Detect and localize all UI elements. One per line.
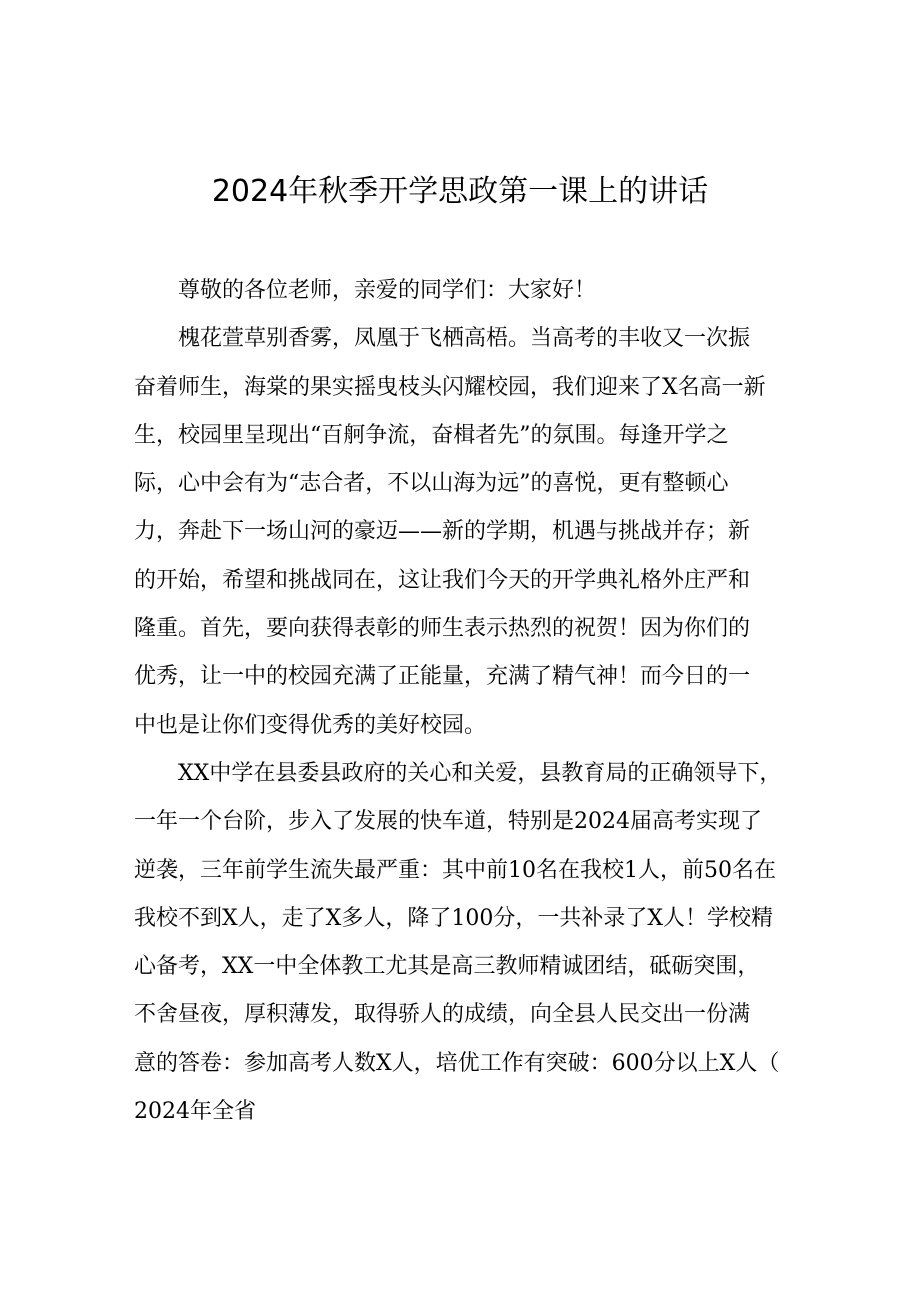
text-line: 一年一个台阶，步入了发展的快车道，特别是2024届高考实现了 xyxy=(134,809,762,835)
text-line: 优秀，让一中的校园充满了正能量，充满了精气神！而今日的一 xyxy=(134,664,751,690)
text-line: 心备考，XX一中全体教工尤其是高三教师精诚团结，砥砺突围， xyxy=(134,954,760,980)
text-line: 意的答卷：参加高考人数X人，培优工作有突破：600分以上X人（ xyxy=(134,1050,780,1076)
text-line: 际，心中会有为“志合者，不以山海为远”的喜悦，更有整顿心 xyxy=(134,471,729,497)
text-line: 不舍昼夜，厚积薄发，取得骄人的成绩，向全县人民交出一份满 xyxy=(134,1002,751,1028)
text-line: 的开始，希望和挑战同在，这让我们今天的开学典礼格外庄严和 xyxy=(134,567,751,593)
text-line: 2024年全省 xyxy=(134,1099,256,1125)
text-line: 尊敬的各位老师，亲爱的同学们：大家好！ xyxy=(178,278,597,303)
text-line: 力，奔赴下一场山河的豪迈——新的学期，机遇与挑战并存；新 xyxy=(134,519,751,545)
text-line: 我校不到X人，走了X多人，降了100分，一共补录了X人！学校精 xyxy=(134,905,773,931)
text-line: 槐花萱草别香雾，凤凰于飞栖高梧。当高考的丰收又一次振 xyxy=(178,326,751,352)
text-line: XX中学在县委县政府的关心和关爱，县教育局的正确领导下， xyxy=(178,760,782,786)
text-line: 逆袭，三年前学生流失最严重：其中前10名在我校1人，前50名在 xyxy=(134,857,776,883)
text-line: 中也是让你们变得优秀的美好校园。 xyxy=(134,712,487,738)
page-title: 2024年秋季开学思政第一课上的讲话 xyxy=(211,174,709,209)
text-line: 隆重。首先，要向获得表彰的师生表示热烈的祝贺！因为你们的 xyxy=(134,616,751,642)
document-body xyxy=(134,267,794,1136)
text-line: 奋着师生，海棠的果实摇曳枝头闪耀校园，我们迎来了X名高一新 xyxy=(134,374,766,400)
text-line: 生，校园里呈现出“百舸争流，奋楫者先”的氛围。每逢开学之 xyxy=(134,422,729,448)
